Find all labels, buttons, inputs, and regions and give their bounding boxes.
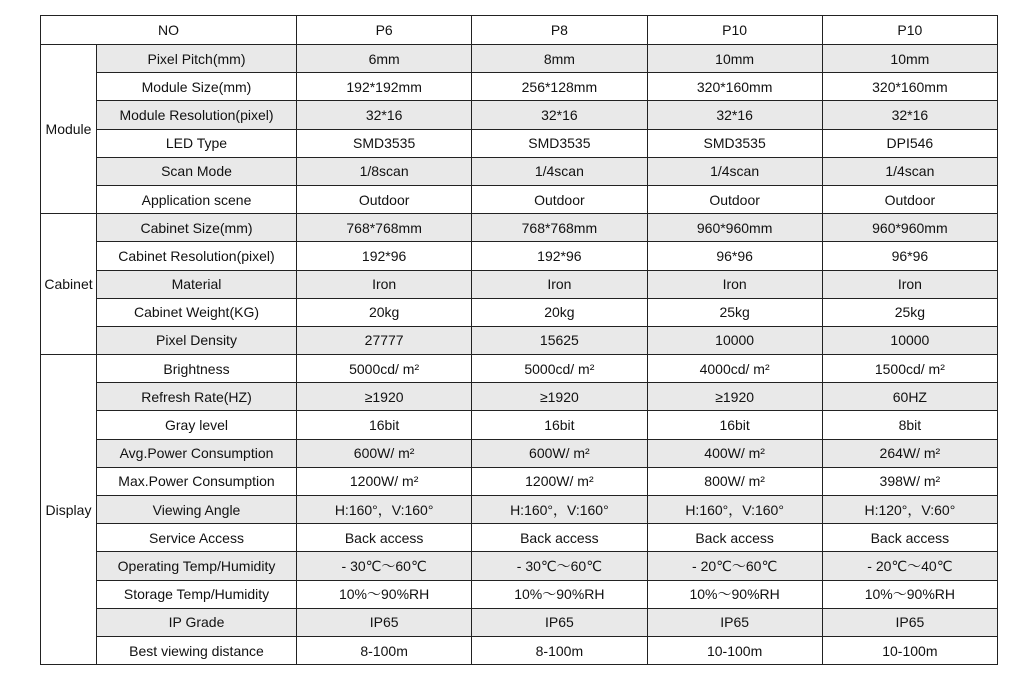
value-cell: 15625 <box>472 326 647 354</box>
row-label: Material <box>97 270 297 298</box>
table-row <box>41 608 998 636</box>
row-label: Storage Temp/Humidity <box>97 580 297 608</box>
value-cell: 10%～90%RH <box>647 580 822 608</box>
table-row <box>41 298 998 326</box>
value-cell: 768*768mm <box>472 214 647 242</box>
value-cell: 8-100m <box>297 636 472 664</box>
value-cell: Iron <box>647 270 822 298</box>
value-cell: IP65 <box>647 608 822 636</box>
value-cell: 16bit <box>472 411 647 439</box>
table-row <box>41 185 998 213</box>
row-label: Avg.Power Consumption <box>97 439 297 467</box>
header-model: P6 <box>297 16 472 45</box>
value-cell: 10000 <box>647 326 822 354</box>
row-label: Service Access <box>97 524 297 552</box>
table-row <box>41 383 998 411</box>
spec-table <box>40 15 998 665</box>
value-cell: IP65 <box>822 608 997 636</box>
value-cell: 6mm <box>297 45 472 73</box>
value-cell: 16bit <box>647 411 822 439</box>
value-cell: Outdoor <box>297 185 472 213</box>
group-label: Cabinet <box>41 214 97 355</box>
table-row <box>41 45 998 73</box>
row-label: Pixel Pitch(mm) <box>97 45 297 73</box>
value-cell: - 20℃～40℃ <box>822 552 997 580</box>
value-cell: 20kg <box>297 298 472 326</box>
value-cell: 600W/ m² <box>472 439 647 467</box>
value-cell: 10%～90%RH <box>822 580 997 608</box>
value-cell: - 30℃～60℃ <box>472 552 647 580</box>
value-cell: 5000cd/ m² <box>472 355 647 383</box>
value-cell: 16bit <box>297 411 472 439</box>
row-label: Scan Mode <box>97 157 297 185</box>
value-cell: 264W/ m² <box>822 439 997 467</box>
value-cell: 256*128mm <box>472 73 647 101</box>
value-cell: ≥1920 <box>647 383 822 411</box>
value-cell: 32*16 <box>822 101 997 129</box>
value-cell: 10-100m <box>822 636 997 664</box>
value-cell: 1200W/ m² <box>297 467 472 495</box>
row-label: LED Type <box>97 129 297 157</box>
value-cell: 1/4scan <box>647 157 822 185</box>
row-label: Viewing Angle <box>97 496 297 524</box>
value-cell: H:160°，V:160° <box>647 496 822 524</box>
value-cell: 1/8scan <box>297 157 472 185</box>
value-cell: 1/4scan <box>472 157 647 185</box>
value-cell: H:120°，V:60° <box>822 496 997 524</box>
value-cell: 96*96 <box>647 242 822 270</box>
table-row <box>41 101 998 129</box>
table-row <box>41 467 998 495</box>
value-cell: 10%～90%RH <box>472 580 647 608</box>
group-label: Display <box>41 355 97 665</box>
value-cell: 320*160mm <box>647 73 822 101</box>
value-cell: Back access <box>647 524 822 552</box>
value-cell: - 30℃～60℃ <box>297 552 472 580</box>
value-cell: 400W/ m² <box>647 439 822 467</box>
value-cell: 60HZ <box>822 383 997 411</box>
value-cell: 1/4scan <box>822 157 997 185</box>
value-cell: 5000cd/ m² <box>297 355 472 383</box>
value-cell: 8bit <box>822 411 997 439</box>
value-cell: 960*960mm <box>822 214 997 242</box>
group-label: Module <box>41 45 97 214</box>
value-cell: H:160°，V:160° <box>472 496 647 524</box>
value-cell: 8-100m <box>472 636 647 664</box>
value-cell: 192*192mm <box>297 73 472 101</box>
value-cell: Iron <box>297 270 472 298</box>
table-row <box>41 129 998 157</box>
value-cell: 32*16 <box>472 101 647 129</box>
value-cell: - 20℃～60℃ <box>647 552 822 580</box>
value-cell: 32*16 <box>297 101 472 129</box>
header-no: NO <box>41 16 297 45</box>
value-cell: 10mm <box>822 45 997 73</box>
value-cell: DPI546 <box>822 129 997 157</box>
table-row <box>41 580 998 608</box>
row-label: Module Size(mm) <box>97 73 297 101</box>
value-cell: 768*768mm <box>297 214 472 242</box>
row-label: Application scene <box>97 185 297 213</box>
value-cell: IP65 <box>297 608 472 636</box>
header-model: P10 <box>822 16 997 45</box>
table-row <box>41 439 998 467</box>
value-cell: Outdoor <box>472 185 647 213</box>
value-cell: 10000 <box>822 326 997 354</box>
value-cell: ≥1920 <box>297 383 472 411</box>
value-cell: SMD3535 <box>647 129 822 157</box>
value-cell: H:160°，V:160° <box>297 496 472 524</box>
value-cell: 800W/ m² <box>647 467 822 495</box>
value-cell: 192*96 <box>297 242 472 270</box>
value-cell: 4000cd/ m² <box>647 355 822 383</box>
row-label: Operating Temp/Humidity <box>97 552 297 580</box>
value-cell: 10%～90%RH <box>297 580 472 608</box>
table-row <box>41 326 998 354</box>
value-cell: Outdoor <box>647 185 822 213</box>
row-label: Pixel Density <box>97 326 297 354</box>
table-row <box>41 552 998 580</box>
value-cell: 20kg <box>472 298 647 326</box>
table-row <box>41 242 998 270</box>
table-row <box>41 157 998 185</box>
value-cell: 192*96 <box>472 242 647 270</box>
header-model: P8 <box>472 16 647 45</box>
row-label: Cabinet Size(mm) <box>97 214 297 242</box>
table-row <box>41 214 998 242</box>
row-label: Module Resolution(pixel) <box>97 101 297 129</box>
value-cell: SMD3535 <box>297 129 472 157</box>
row-label: Max.Power Consumption <box>97 467 297 495</box>
value-cell: IP65 <box>472 608 647 636</box>
value-cell: 27777 <box>297 326 472 354</box>
value-cell: ≥1920 <box>472 383 647 411</box>
spec-body <box>41 45 998 665</box>
table-row <box>41 270 998 298</box>
table-row <box>41 355 998 383</box>
value-cell: 10mm <box>647 45 822 73</box>
row-label: Gray level <box>97 411 297 439</box>
value-cell: Outdoor <box>822 185 997 213</box>
value-cell: 398W/ m² <box>822 467 997 495</box>
value-cell: SMD3535 <box>472 129 647 157</box>
value-cell: 1200W/ m² <box>472 467 647 495</box>
value-cell: 10-100m <box>647 636 822 664</box>
value-cell: 8mm <box>472 45 647 73</box>
value-cell: 320*160mm <box>822 73 997 101</box>
row-label: Brightness <box>97 355 297 383</box>
table-row <box>41 73 998 101</box>
value-cell: 600W/ m² <box>297 439 472 467</box>
row-label: Cabinet Resolution(pixel) <box>97 242 297 270</box>
value-cell: 96*96 <box>822 242 997 270</box>
value-cell: Back access <box>822 524 997 552</box>
table-row <box>41 496 998 524</box>
header-row <box>41 16 998 45</box>
value-cell: Iron <box>822 270 997 298</box>
row-label: Cabinet Weight(KG) <box>97 298 297 326</box>
value-cell: 960*960mm <box>647 214 822 242</box>
value-cell: Iron <box>472 270 647 298</box>
row-label: IP Grade <box>97 608 297 636</box>
header-model: P10 <box>647 16 822 45</box>
value-cell: 1500cd/ m² <box>822 355 997 383</box>
row-label: Best viewing distance <box>97 636 297 664</box>
value-cell: Back access <box>472 524 647 552</box>
table-row <box>41 411 998 439</box>
row-label: Refresh Rate(HZ) <box>97 383 297 411</box>
table-row <box>41 524 998 552</box>
table-row <box>41 636 998 664</box>
value-cell: Back access <box>297 524 472 552</box>
value-cell: 25kg <box>822 298 997 326</box>
value-cell: 32*16 <box>647 101 822 129</box>
value-cell: 25kg <box>647 298 822 326</box>
